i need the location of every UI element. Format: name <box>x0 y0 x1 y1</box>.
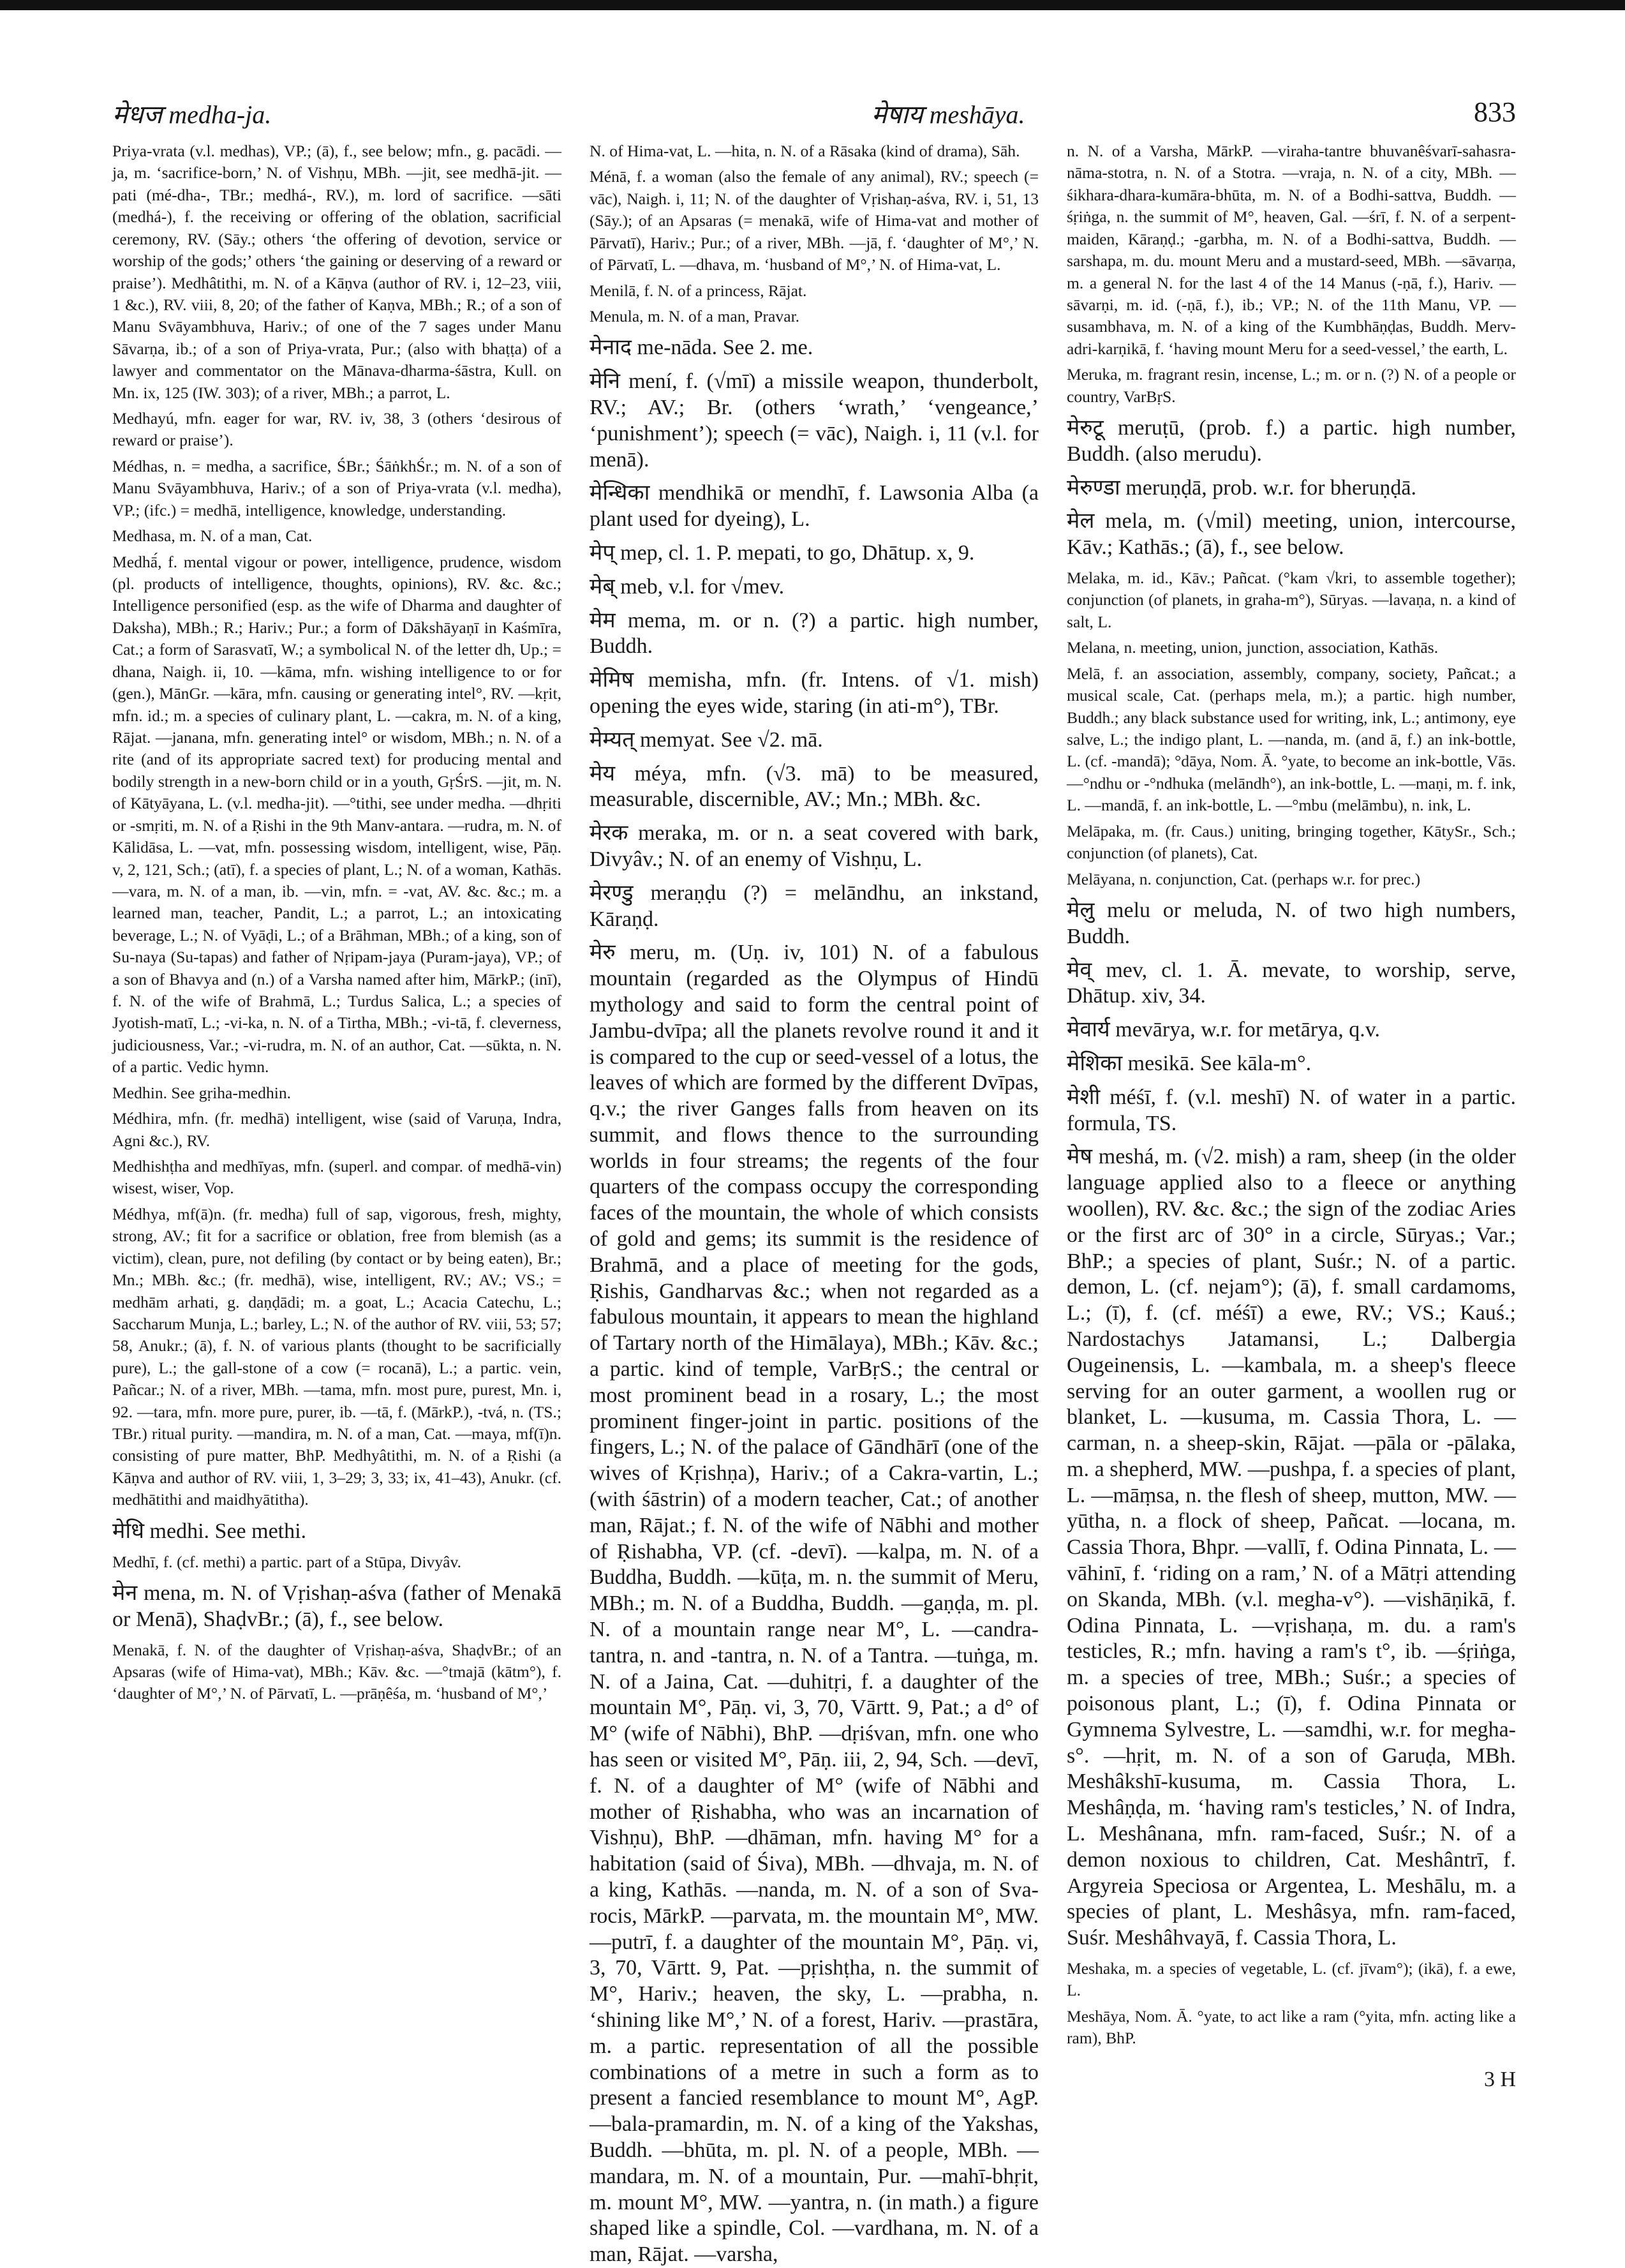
dictionary-entry: Medhayú, mfn. eager for war, RV. iv, 38, 3 (others ‘desirous of reward or praise’). <box>112 409 561 450</box>
dictionary-entry: मेल mela, m. (√mil) meeting, union, intercourse, Kāv.; Kathās.; (ā), f., see below. <box>1067 509 1516 560</box>
page-number: 833 <box>1474 96 1516 128</box>
dictionary-entry: मेब् meb, v.l. for √mev. <box>590 574 785 599</box>
dictionary-entry: Medhasa, m. N. of a man, Cat. <box>112 526 313 546</box>
dictionary-entry: मेलु melu or meluda, N. of two high numbers, Buddh. <box>1067 898 1516 948</box>
dictionary-entry: Priya-vrata (v.l. medhas), VP.; (ā), f., see below; mfn., g. pacādi. —ja, m. ‘sacrifice-born,’ N. of Vishṇu, MBh. —jit, see medhā-jit. —pati (mé-dha-, TBr.; medhá-, RV.), m. lord of sacrifice. —sāti (medhá-), f. the receiving or offering of the oblation, sacrificial ceremony, RV. (Sāy.; others ‘the offering of devotion, service or worship of the gods;’ others ‘the gaining or deserving of a reward or praise’). Medhâtithi, m. N. of a Kāṇva (author of RV. i, 12–23, viii, 1 &c.), RV. viii, 8, 20; of the father of Kaṇva, MBh.; R.; of a son of Manu Svāyambhuva, Hariv.; of one of the 7 sages under Manu Sāvarṇa, ib.; of a son of Priya-vrata, Pur.; (also with bhaṭṭa) of a lawyer and commentator on the Mānava-dharma-śāstra, Kull. on Mn. ix, 125 (IW. 303); of a river, MBh.; a parrot, L. <box>112 142 561 402</box>
column-3 <box>1067 140 1516 2048</box>
header-left-guide-word: मेधज medha-ja. <box>112 100 272 129</box>
dictionary-entry: मेमिष memisha, mfn. (fr. Intens. of √1. mish) opening the eyes wide, staring (in ati-m°), TBr. <box>590 668 1039 718</box>
dictionary-entry: Meshāya, Nom. Ā. °yate, to act like a ram (°yita, mfn. acting like a ram), BhP. <box>1067 2006 1516 2048</box>
dictionary-entry: मेव् mev, cl. 1. Ā. mevate, to worship, serve, Dhātup. xiv, 34. <box>1067 958 1516 1008</box>
dictionary-entry: Melā, f. an association, assembly, company, society, Pañcat.; a musical scale, Cat. (perhaps mela, m.); a partic. high number, Buddh.; any black substance used for writing, ink, L.; antimony, eye salve, L.; the indigo plant, L. —nanda, m. (and ā, f.) an ink-bottle, L. (cf. -mandā); °dāya, Nom. Ā. °yate, to become an ink-bottle, Vās. —°ndhu or -°ndhuka (melāndh°), an ink-bottle, L. —maṇi, m. f. ink, L. —mandā, f. an ink-bottle, L. —°mbu (melāmbu), n. ink, L. <box>1067 664 1516 815</box>
dictionary-entry: Médhas, n. = medha, a sacrifice, ŚBr.; ŚāṅkhŚr.; m. N. of a son of Manu Svāyambhuva, Hariv.; of a son of Priya-vrata (v.l. medha), VP.; (ifc.) = medhā, intelligence, knowledge, understanding. <box>112 456 561 519</box>
dictionary-entry: मेधि medhi. See methi. <box>112 1519 307 1543</box>
dictionary-entry: मेनाद me-nāda. See 2. me. <box>590 336 813 360</box>
dictionary-entry: मेन mena, m. N. of Vṛishaṇ-aśva (father of Menakā or Menā), ShaḍvBr.; (ā), f., see below. <box>112 1581 561 1631</box>
dictionary-entry: Melāpaka, m. (fr. Caus.) uniting, bringing together, KātySr., Sch.; conjunction (of planets), Cat. <box>1067 821 1516 863</box>
column-2 <box>590 140 1039 2267</box>
dictionary-entry: Meshaka, m. a species of vegetable, L. (cf. jīvam°); (ikā), f. a ewe, L. <box>1067 1959 1516 2000</box>
dictionary-entry: मेम mema, m. or n. (?) a partic. high number, Buddh. <box>590 608 1039 659</box>
column-1 <box>112 140 561 2023</box>
dictionary-entry: Meruka, m. fragrant resin, incense, L.; m. or n. (?) N. of a people or country, VarBṛS. <box>1067 365 1516 406</box>
dictionary-entry: मेष meshá, m. (√2. mish) a ram, sheep (in the older language applied also to a fleece or anything woollen), RV. &c. &c.; the sign of the zodiac Aries or the first arc of 30° in a circle, Sūryas.; Var.; BhP.; a species of plant, Suśr.; N. of a partic. demon, L. (cf. nejam°); (ā), f. small cardamoms, L.; (ī), f. (cf. méśī) a ewe, RV.; VS.; Kauś.; Nardostachys Jatamansi, L.; Dalbergia Ougeinensis, L. —kambala, m. a sheep's fleece serving for an outer garment, a woollen rug or blanket, L. —kusuma, m. Cassia Thora, L. —carman, n. a sheep-skin, Rājat. —pāla or -pālaka, m. a shepherd, MW. —pushpa, f. a species of plant, L. —māṃsa, n. the flesh of sheep, mutton, MW. —yūtha, n. a flock of sheep, Pañcat. —locana, m. Cassia Thora, Bhpr. —vallī, f. Odina Pinnata, L. —vāhinī, f. ‘riding on a ram,’ N. of a Mātṛi attending on Skanda, MBh. (v.l. megha-v°). —vishāṇikā, f. Odina Pinnata, L. —vṛishaṇa, m. du. a ram's testicles, R.; mfn. having a ram's t°, ib. —śṛiṅga, m. a species of tree, MBh.; Suśr.; a species of poisonous plant, L.; (ī), f. Odina Pinnata or Gymnema Sylvestre, L. —samdhi, w.r. for megha-s°. —hṛit, m. N. of a son of Garuḍa, MBh. Meshâkshī-kusuma, m. Cassia Thora, L. Meshâṇḍa, m. ‘having ram's testicles,’ N. of Indra, L. Meshânana, mfn. ram-faced, Suśr.; N. of a demon noxious to children, Cat. Meshântrī, f. Argyreia Speciosa or Argentea, L. Meshālu, m. a species of plant, L. Meshâsya, mfn. ram-faced, Suśr. Meshâhvayā, f. Cassia Thora, L. <box>1067 1145 1516 1950</box>
dictionary-entry: Médhya, mf(ā)n. (fr. medha) full of sap, vigorous, fresh, mighty, strong, AV.; fit for a sacrifice or oblation, free from blemish (as a victim), clean, pure, not defiling (by contact or by being eaten), Br.; Mn.; MBh. &c.; (fr. medhā), wise, intelligent, RV.; AV.; VS.; = medhām arhati, g. daṇḍādi; m. a goat, L.; Acacia Catechu, L.; Saccharum Munja, L.; barley, L.; N. of the author of RV. viii, 53; 57; 58, Anukr.; (ā), f. N. of various plants (thought to be sacrificially pure), L.; the gall-stone of a cow (= rocanā), L.; a partic. vein, Pañcar.; N. of a river, MBh. —tama, mfn. most pure, purest, Mn. i, 92. —tara, mfn. more pure, purer, ib. —tā, f. (MārkP.), -tvá, n. (TS.; TBr.) ritual purity. —mandira, m. N. of a man, Cat. —maya, mf(ī)n. consisting of pure matter, BhP. Medhyâtithi, m. N. of a Ṛishi (a Kāṇva and author of RV. viii, 1, 3–29; 3, 33; ix, 41–43), Anukr. (cf. medhātithi and maidhyātitha). <box>112 1204 561 1509</box>
dictionary-entry: मेय méya, mfn. (√3. mā) to be measured, measurable, discernible, AV.; Mn.; MBh. &c. <box>590 761 1039 812</box>
dictionary-entry: मेरक meraka, m. or n. a seat covered with bark, Divyâv.; N. of an enemy of Vishṇu, L. <box>590 821 1039 871</box>
dictionary-entry: मेनि mení, f. (√mī) a missile weapon, thunderbolt, RV.; AV.; Br. (others ‘wrath,’ ‘vengeance,’ ‘punishment’); speech (= vāc), Naigh. i, 11 (v.l. for menā). <box>590 369 1039 472</box>
dictionary-entry: मेन्धिका mendhikā or mendhī, f. Lawsonia Alba (a plant used for dyeing), L. <box>590 481 1039 532</box>
page-top-rule <box>0 0 1625 10</box>
dictionary-entry: Menula, m. N. of a man, Pravar. <box>590 306 800 325</box>
dictionary-entry: Ménā, f. a woman (also the female of any animal), RV.; speech (= vāc), Naigh. i, 11; N. of the daughter of Vṛishaṇ-aśva, RV. i, 51, 13 (Sāy.); of an Apsaras (= menakā, wife of Hima-vat and mother of Pārvatī), Hariv.; Pur.; of a river, MBh. —jā, f. ‘daughter of M°,’ N. of Pārvatī, L. —dhava, m. ‘husband of M°,’ N. of Hima-vat, L. <box>590 167 1039 274</box>
dictionary-entry: Medhī, f. (cf. methi) a partic. part of a Stūpa, Divyâv. <box>112 1552 462 1571</box>
header-center-guide-word: मेषाय meshāya. <box>872 100 1025 129</box>
dictionary-entry: मेप् mep, cl. 1. P. mepati, to go, Dhātup. x, 9. <box>590 541 975 565</box>
page-header <box>112 96 1516 134</box>
dictionary-entry: Melaka, m. id., Kāv.; Pañcat. (°kam √kri, to assemble together); conjunction (of planets, in graha-m°), Sūryas. —lavaṇa, n. a kind of salt, L. <box>1067 569 1516 631</box>
dictionary-entry: Melāyana, n. conjunction, Cat. (perhaps w.r. for prec.) <box>1067 869 1421 888</box>
dictionary-entry: मेरुण्डा meruṇḍā, prob. w.r. for bheruṇḍā. <box>1067 475 1417 500</box>
dictionary-entry: मेम्यत् memyat. See √2. mā. <box>590 727 823 752</box>
dictionary-entry: मेवार्य mevārya, w.r. for metārya, q.v. <box>1067 1018 1381 1042</box>
dictionary-entry: मेशिका mesikā. See kāla-m°. <box>1067 1051 1312 1075</box>
dictionary-entry: Melana, n. meeting, union, junction, association, Kathās. <box>1067 638 1439 657</box>
dictionary-entry: N. of Hima-vat, L. —hita, n. N. of a Rāsaka (kind of drama), Sāh. <box>590 142 1020 160</box>
signature-mark: 3 H <box>1483 2068 1516 2091</box>
dictionary-entry: Médhira, mfn. (fr. medhā) intelligent, wise (said of Varuṇa, Indra, Agni &c.), RV. <box>112 1109 561 1150</box>
dictionary-entry: मेरुटू meruṭū, (prob. f.) a partic. high number, Buddh. (also merudu). <box>1067 416 1516 466</box>
dictionary-entry: Menilā, f. N. of a princess, Rājat. <box>590 281 807 300</box>
dictionary-entry: Medhin. See gṛiha-medhin. <box>112 1083 292 1102</box>
dictionary-entry: मेरु meru, m. (Uṇ. iv, 101) N. of a fabulous mountain (regarded as the Olympus of Hindū mythology and said to form the central point of Jambu-dvīpa; all the planets revolve round it and it is compared to the cup or seed-vessel of a lotus, the leaves of which are formed by the different Dvīpas, q.v.; the river Ganges falls from heaven on its summit, and flows thence to the surrounding worlds in four streams; the regents of the four quarters of the compass occupy the corresponding faces of the mountain, the whole of which consists of gold and gems; its summit is the residence of Brahmā, and a place of meeting for the gods, Ṛishis, Gandharvas &c.; when not regarded as a fabulous mountain, it appears to mean the highland of Tartary north of the Himālaya), MBh.; Kāv. &c.; a partic. kind of temple, VarBṛS.; the central or most prominent bead in a rosary, L.; the most prominent finger-joint in partic. positions of the fingers, L.; N. of the palace of Gāndhārī (one of the wives of Kṛishṇa), Hariv.; of a Cakra-vartin, L.; (with śāstrin) of a modern teacher, Cat.; of another man, Rājat.; f. N. of the wife of Nābhi and mother of Ṛishabha, VP. (cf. -devī). —kalpa, m. N. of a Buddha, Buddh. —kūṭa, m. n. the summit of Meru, MBh.; m. N. of a Buddha, Buddh. —gaṇḍa, m. pl. N. of a mountain range near M°, L. —candra-tantra, n. and -tantra, n. N. of a Tantra. —tuṅga, m. N. of a Jaina, Cat. —duhitṛi, f. a daughter of the mountain M°, Pāṇ. vi, 3, 70, Vārtt. 9, Pat.; a d° of M° (wife of Nābhi), BhP. —dṛiśvan, mfn. one who has seen or visited M°, Pāṇ. iii, 2, 94, Sch. —devī, f. N. of a daughter of M° (wife of Nābhi and mother of Ṛishabha, who was an incarnation of Vishṇu), BhP. —dhāman, mfn. having M° for a habitation (said of Śiva), MBh. —dhvaja, m. N. of a king, Kathās. —nanda, m. N. of a son of Sva-rocis, MārkP. —parvata, m. the mountain M°, MW. —putrī, f. a daughter of the mountain M°, Pāṇ. vi, 3, 70, Vārtt. 9, Pat. —pṛishṭha, n. the summit of M°, Hariv.; heaven, the sky, L. —prabha, n. ‘shining like M°,’ N. of a forest, Hariv. —prastāra, m. a partic. representation of all the possible combinations of a metre in such a form as to present a fancied resemblance to mount M°, AgP. —bala-pramardin, m. N. of a king of the Yakshas, Buddh. —bhūta, m. pl. N. of a people, MBh. —mandara, m. N. of a mountain, Pur. —mahī-bhṛit, m. mount M°, MW. —yantra, n. (in math.) a figure shaped like a spindle, Col. —vardhana, m. N. of a man, Rājat. —varsha, <box>590 941 1039 2267</box>
dictionary-entry: Medhā́, f. mental vigour or power, intelligence, prudence, wisdom (pl. products of intelligence, thoughts, opinions), RV. &c. &c.; Intelligence personified (esp. as the wife of Dharma and daughter of Daksha), MBh.; R.; Hariv.; Pur.; a form of Dākshāyaṇī in Kaśmīra, Cat.; a form of Sarasvatī, W.; a symbolical N. of the letter dh, Up.; = dhana, Naigh. ii, 10. —kāma, mfn. wishing intelligence to or for (gen.), MānGr. —kāra, mfn. causing or generating intel°, RV. —kṛit, mfn. id.; m. a species of culinary plant, L. —cakra, m. N. of a king, Rājat. —janana, mfn. generating intel° or wisdom, MBh.; n. N. of a rite (and of its appropriate sacred text) for producing mental and bodily strength in a new-born child or in a youth, GṛŚrS. —jit, m. N. of Kātyāyana, L. (v.l. medha-jit). —°tithi, see under medha. —dhṛiti or -smṛiti, m. N. of a Ṛishi in the 9th Manv-antara. —rudra, m. N. of Kālidāsa, L. —vat, mfn. possessing wisdom, intelligent, wise, Pāṇ. v, 2, 121, Sch.; (atī), f. a species of plant, L.; N. of a woman, Kathās. —vara, m. N. of a man, ib. —vin, mfn. = -vat, AV. &c. &c.; m. a learned man, teacher, Pandit, L.; a parrot, L.; an intoxicating beverage, L.; N. of Vyāḍi, L.; of a Brāhman, MBh.; of a king, son of Su-naya (Su-tapas) and father of Nṛipam-jaya (Puram-jaya), VP.; of a son of Bhavya and (n.) of a Varsha named after him, MārkP.; (inī), f. N. of the wife of Brahmā, L.; Turdus Salica, L.; a species of Jyotish-matī, L.; -vi-ka, n. N. of a Tirtha, MBh.; -vi-tā, f. cleverness, judiciousness, Var.; -vi-rudra, m. N. of an author, Cat. —sūkta, n. N. of a partic. Vedic hymn. <box>112 552 561 1077</box>
dictionary-entry: n. N. of a Varsha, MārkP. —viraha-tantre bhuvanêśvarī-sahasra-nāma-stotra, n. N. of a Stotra. —vraja, n. N. of a city, MBh. —śikhara-dhara-kumāra-bhūta, m. N. of a Bodhi-sattva, Buddh. —śṛiṅga, n. the summit of M°, heaven, Gal. —śrī, f. N. of a serpent-maiden, Kāraṇḍ.; -garbha, m. N. of a Bodhi-sattva, Buddh. —sarshapa, m. du. mount Meru and a mustard-seed, MBh. —sāvarṇa, m. a general N. for the last 4 of the 14 Manus (-ṇā, f.), Hariv. —sāvarṇi, m. id. (-ṇā, f.), ib.; VP.; N. of the 11th Manu, VP. —susambhava, m. N. of a king of the Kumbhāṇḍas, Buddh. Merv-adri-karṇikā, f. ‘having mount Meru for a seed-vessel,’ the earth, L. <box>1067 142 1516 358</box>
dictionary-entry: Menakā, f. N. of the daughter of Vṛishaṇ-aśva, ShaḍvBr.; of an Apsaras (wife of Hima-vat), MBh.; Kāv. &c. —°tmajā (kātm°), f. ‘daughter of M°,’ N. of Pārvatī, L. —prāṇêśa, m. ‘husband of M°,’ <box>112 1640 561 1703</box>
dictionary-entry: मेशी méśī, f. (v.l. meshī) N. of water in a partic. formula, TS. <box>1067 1085 1516 1135</box>
dictionary-entry: Medhishṭha and medhīyas, mfn. (superl. and compar. of medhā-vin) wisest, wiser, Vop. <box>112 1156 561 1198</box>
dictionary-entry: मेरण्डु meraṇḍu (?) = melāndhu, an inkstand, Kāraṇḍ. <box>590 881 1039 931</box>
